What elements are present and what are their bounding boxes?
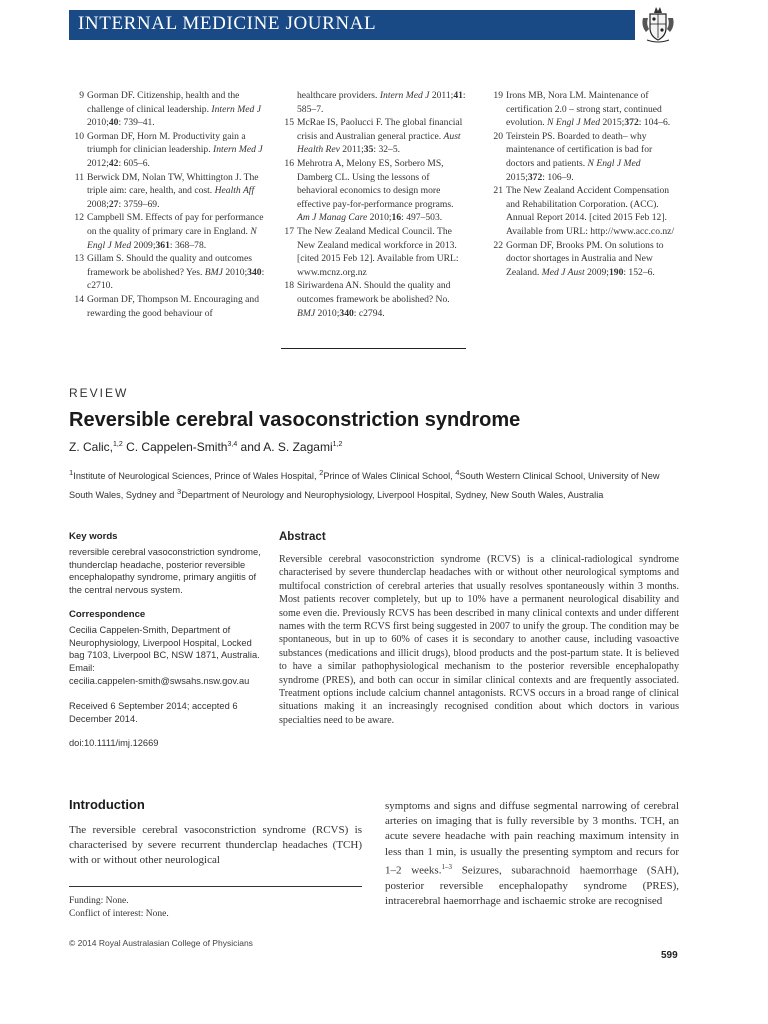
- author-separator: and: [237, 440, 264, 454]
- coat-of-arms-icon: [639, 4, 677, 44]
- reference-text: Gillam S. Should the quality and outcomes framework be abolished? Yes.: [87, 253, 252, 278]
- reference-vol: 340: [339, 307, 354, 319]
- reference-pages: : 497–503.: [401, 212, 443, 224]
- reference-text: Siriwardena AN. Should the quality and outcomes framework be abolished? No.: [297, 280, 451, 305]
- conflict-note: Conflict of interest: None.: [69, 909, 169, 920]
- reference-year: 2015;: [602, 117, 625, 129]
- author-affiliation-sup: 1,2: [332, 441, 343, 448]
- affiliation-sup: 2: [319, 468, 324, 477]
- reference-year: 2008;: [87, 198, 109, 210]
- reference-number: 21: [493, 185, 503, 197]
- reference-vol: 27: [108, 198, 119, 210]
- reference-journal: BMJ: [204, 266, 223, 278]
- affiliation-sup: 1: [69, 468, 74, 477]
- reference-pages: : 585–7.: [297, 90, 466, 115]
- author-name: Z. Calic,: [69, 440, 114, 454]
- correspondence-email[interactable]: cecilia.cappelen-smith@swsahs.nsw.gov.au: [69, 675, 250, 686]
- reference-year: 2010;: [369, 212, 392, 224]
- reference-pages: : c2710.: [87, 266, 265, 292]
- reference-vol: 190: [608, 266, 624, 278]
- reference-pages: : c2794.: [353, 307, 385, 319]
- reference-year: 2011;: [431, 90, 454, 101]
- reference-year: 2012;: [87, 157, 109, 169]
- reference-number: 13: [74, 253, 84, 265]
- author-name: A. S. Zagami: [263, 440, 333, 454]
- reference-pages: : 106–9.: [542, 171, 574, 183]
- funding-note: Funding: None.: [69, 896, 129, 906]
- reference-journal: Health Aff: [214, 185, 255, 197]
- correspondence-email-label: Email:: [69, 663, 95, 674]
- article-info-sidebar: [69, 531, 264, 750]
- citation-superscript[interactable]: 1–3: [441, 862, 452, 871]
- reference-vol: 16: [391, 212, 402, 224]
- reference-journal: Intern Med J: [379, 90, 430, 101]
- reference-vol: 361: [155, 239, 170, 251]
- footnote-rule: [69, 886, 362, 887]
- copyright-notice: © 2014 Royal Australasian College of Physicians: [69, 938, 253, 948]
- author-affiliation-sup: 3,4: [227, 441, 238, 448]
- author-name: C. Cappelen-Smith: [126, 440, 228, 454]
- reference-item: [488, 184, 680, 238]
- reference-item: [279, 157, 467, 225]
- reference-text: Berwick DM, Nolan TW, Whittington J. The triple aim: care, health, and cost.: [87, 171, 259, 197]
- reference-vol: 372: [527, 171, 543, 183]
- reference-journal: BMJ: [297, 307, 316, 319]
- reference-pages: : 3759–69.: [118, 198, 160, 210]
- reference-year: 2010;: [225, 266, 248, 278]
- reference-journal: Am J Manag Care: [297, 212, 368, 224]
- reference-column-2: [279, 89, 467, 320]
- reference-item: [488, 239, 680, 280]
- references-end-rule: [281, 348, 466, 349]
- reference-item: [279, 225, 467, 279]
- reference-number: 11: [74, 171, 84, 183]
- affiliation-sup: 3: [176, 487, 182, 497]
- author-affiliation-sup: 1,2: [113, 441, 123, 448]
- reference-number: 16: [284, 157, 294, 169]
- reference-year: 2010;: [87, 117, 109, 129]
- reference-text: The New Zealand Medical Council. The New Zealand medical workforce in 2013. [cited 2015 Feb 12]. Available from URL: www.mcnz.org.nz: [297, 225, 459, 278]
- reference-pages: : 152–6.: [623, 266, 655, 278]
- reference-column-1: [69, 89, 269, 320]
- reference-text: Gorman DF, Thompson M. Encouraging and rewarding the good behaviour of: [87, 293, 259, 319]
- reference-text: Irons MB, Nora LM. Maintenance of certification 2.0 – strong start, continued evolution.: [506, 90, 662, 129]
- reference-year: 2011;: [342, 144, 364, 156]
- correspondence-heading: Correspondence: [69, 608, 146, 620]
- reference-pages: : 605–6.: [118, 157, 150, 169]
- reference-text: The New Zealand Accident Compensation and Rehabilitation Corporation. (ACC). Annual Report 2014. [cited 2015 Feb 12]. Available from URL: http://www.acc.co.nz/: [506, 185, 675, 237]
- reference-text: healthcare providers.: [297, 90, 378, 101]
- reference-item: [279, 116, 467, 157]
- reference-vol: 35: [363, 144, 374, 156]
- reference-year: 2009;: [587, 266, 609, 278]
- reference-journal: Aust Health Rev: [297, 130, 461, 156]
- received-dates: Received 6 September 2014; accepted 6 December 2014.: [69, 700, 238, 724]
- reference-number: 10: [74, 130, 84, 142]
- doi-link[interactable]: doi:10.1111/imj.12669: [69, 738, 159, 749]
- reference-journal: N Engl J Med: [87, 225, 257, 251]
- reference-text: Gorman DF. Citizenship, health and the challenge of clinical leadership.: [87, 90, 240, 115]
- journal-title: INTERNAL MEDICINE JOURNAL: [78, 13, 377, 34]
- intro-right-part-2: Seizures, subarachnoid haemorrhage (SAH), posterior reversible encephalopathy syndrome (PRES), intracerebral haemorrhage and ischaemic stroke are recognised: [385, 864, 679, 907]
- affiliation-sup: 4: [455, 468, 460, 477]
- reference-number: [279, 89, 297, 116]
- reference-item: [488, 89, 680, 130]
- reference-text: Mehrotra A, Melony ES, Sorbero MS, Damberg CL. Using the lessons of behavioral economics to design more effective pay-for-performance programs.: [297, 157, 454, 210]
- reference-item: [279, 279, 467, 320]
- reference-vol: 41: [453, 90, 463, 101]
- reference-vol: 40: [108, 117, 119, 129]
- reference-text: Gorman DF, Brooks PM. On solutions to doctor shortages in Australia and New Zealand.: [506, 239, 664, 278]
- introduction-heading: Introduction: [69, 797, 145, 812]
- reference-journal: N Engl J Med: [587, 157, 641, 169]
- reference-journal: N Engl J Med: [547, 117, 601, 129]
- correspondence-address: Cecilia Cappelen-Smith, Department of Neurophysiology, Liverpool Hospital, Locked bag 7103, Liverpool BC, NSW 1871, Australia.: [69, 624, 260, 661]
- article-title: Reversible cerebral vasoconstriction syndrome: [69, 409, 521, 431]
- reference-number: 15: [284, 117, 294, 129]
- reference-pages: : 32–5.: [373, 144, 401, 156]
- reference-vol: 372: [624, 117, 639, 129]
- reference-column-3: [488, 89, 680, 279]
- reference-number: 19: [493, 90, 503, 101]
- author-list: [69, 440, 342, 454]
- reference-text: Campbell SM. Effects of pay for performance on the quality of primary care in England.: [87, 212, 264, 237]
- reference-text: McRae IS, Paolucci F. The global financial crisis and Australian general practice.: [297, 117, 463, 142]
- keywords-heading: Key words: [69, 531, 118, 542]
- reference-item: [69, 130, 269, 171]
- reference-text: Teirstein PS. Boarded to death– why maintenance of certification is bad for doctors and patients.: [506, 130, 653, 169]
- reference-pages: : 739–41.: [118, 117, 155, 129]
- introduction-text-right: [385, 799, 679, 909]
- reference-journal: Intern Med J: [211, 103, 261, 115]
- introduction-text-left: The reversible cerebral vasoconstriction syndrome (RCVS) is characterised by severe recurrent thunderclap headaches (TCH) with or without other neurological: [69, 824, 362, 867]
- keywords-text: reversible cerebral vasoconstriction syndrome, thunderclap headache, posterior reversible encephalopathy syndrome, primary angiitis of the central nervous system.: [69, 546, 261, 596]
- reference-number: 22: [493, 239, 503, 251]
- affiliation-text: Department of Neurology and Neurophysiology, Liverpool Hospital, Sydney, New South Wales, Australia: [181, 490, 604, 501]
- section-label: REVIEW: [69, 386, 129, 400]
- reference-item: [69, 252, 269, 293]
- reference-text: Gorman DF, Horn M. Productivity gain a triumph for clinician leadership.: [87, 130, 246, 156]
- reference-item: [69, 293, 269, 320]
- reference-item: [488, 130, 680, 184]
- reference-vol: 42: [108, 157, 119, 169]
- affiliations: [69, 465, 679, 503]
- abstract-heading: Abstract: [279, 531, 326, 543]
- affiliation-text: Prince of Wales Clinical School,: [323, 471, 456, 482]
- abstract-text: Reversible cerebral vasoconstriction syndrome (RCVS) is a clinical-radiological syndrome characterised by severe thunderclap headaches with or without other neurological symptoms and multifocal constriction of cerebral arteries that usually resolves spontaneously within 3 months. Most patients recover completely, but up to 10% have a permanent neurological disability and some even die. Previously RCVS has been described in many clinical contexts and under different names with the term RCVS first being suggested in 2007 to unify the group. The condition may be spontaneous, but in up to 60% of cases it is secondary to another cause, including vasoactive substances (medications and illicit drugs), blood products and the post-partum state. It is believed to have a similar pathophysiological mechanism to the posterior reversible encephalopathy syndrome (PRES), and both can occur in similar clinical contexts and are frequently associated. Treatment options include calcium channel antagonists. RCVS occurs in a broad range of clinical situations making it an increasingly recognised condition about which doctors in various specialties need to be aware.: [279, 554, 679, 726]
- reference-item: [69, 211, 269, 252]
- affiliation-text: Institute of Neurological Sciences, Prince of Wales Hospital,: [73, 471, 320, 482]
- reference-number: 18: [284, 280, 294, 292]
- affiliation-text: South Western Clinical School, University of New South Wales, Sydney and: [69, 471, 660, 501]
- reference-item: [69, 171, 269, 212]
- reference-pages: : 104–6.: [638, 117, 671, 129]
- intro-right-part-1: symptoms and signs and diffuse segmental narrowing of cerebral arteries on imaging that is fully reversible by 3 months. TCH, an acute severe headache with pain reaching maximum intensity in less than 1 min, is usually the presenting symptom and recurs for 1–2 weeks.: [385, 800, 679, 877]
- reference-number: 12: [74, 212, 84, 224]
- page-number: 599: [661, 950, 678, 961]
- reference-number: 20: [493, 130, 503, 142]
- reference-number: 9: [79, 90, 84, 101]
- reference-year: 2009;: [133, 239, 156, 251]
- reference-number: 17: [284, 225, 294, 237]
- reference-vol: 340: [247, 266, 262, 278]
- reference-journal: Med J Aust: [541, 266, 585, 278]
- reference-pages: : 368–78.: [169, 239, 207, 251]
- footnotes: [69, 895, 169, 922]
- reference-journal: Intern Med J: [213, 144, 263, 156]
- reference-year: 2015;: [506, 171, 528, 183]
- reference-item: [69, 89, 269, 130]
- reference-year: 2010;: [317, 307, 340, 319]
- reference-item: [279, 89, 467, 116]
- reference-number: 14: [74, 293, 84, 305]
